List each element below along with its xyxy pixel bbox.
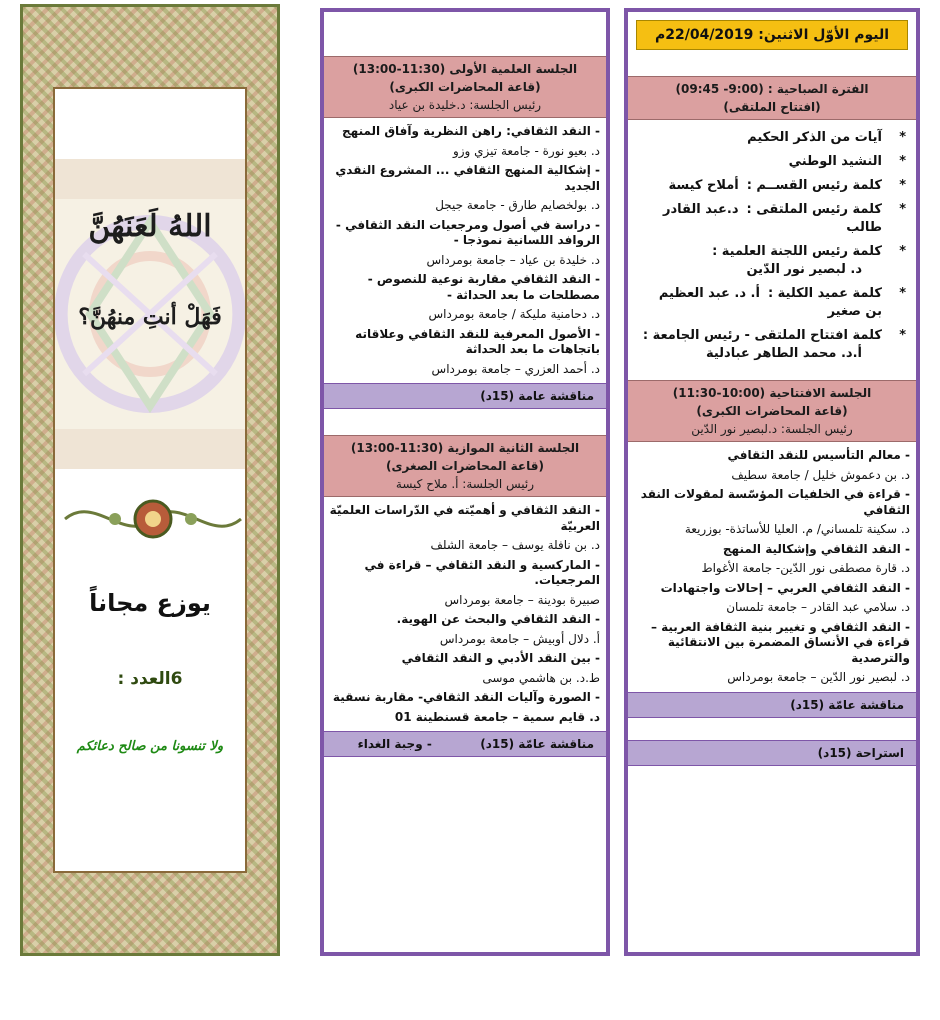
free-distribution: يوزع مجاناً <box>89 589 211 617</box>
ceremony-item <box>638 198 906 240</box>
ceremony-item <box>638 324 906 366</box>
session2-chair: رئيس الجلسة: أ. ملاح كيسة <box>395 477 535 491</box>
ceremony-label: كلمة رئيس الملتقى : <box>746 202 882 217</box>
session2-discussion-row <box>324 731 606 757</box>
talk-title: - إشكالية المنهج الثقافي ... المشروع النقدي الجديد <box>335 163 600 193</box>
talk-title: - النقد الثقافي وإشكالية المنهج <box>722 541 910 556</box>
star-bullet-icon: * <box>899 244 906 259</box>
ceremony-item <box>638 174 906 198</box>
session1-talks <box>324 118 606 379</box>
lunch: - وجبة الغداء <box>357 737 432 751</box>
star-bullet-icon: * <box>899 202 906 217</box>
opening-discussion: مناقشة عامّة (15د) <box>628 692 916 718</box>
morning-session-header <box>628 76 916 120</box>
talk-title: - النقد الثقافي و أهميّته في الدّراسات العلميّة العربيّة <box>329 503 600 533</box>
morning-subtitle: (افتتاح الملتقى) <box>723 100 821 114</box>
talk-author: د. لبصير نور الدّين – جامعة بومرداس <box>727 670 910 684</box>
talk-title: - بين النقد الأدبي و النقد الثقافي <box>401 651 600 665</box>
session1-hall: (قاعة المحاضرات الكبرى) <box>389 80 541 94</box>
talk-author: د. سلامي عبد القادر – جامعة تلمسان <box>726 600 910 614</box>
day-title: اليوم الأوّل الاثنين: 22/04/2019م <box>636 20 908 50</box>
ceremony-item <box>638 126 906 150</box>
program-column-right <box>624 8 920 956</box>
talk-title: - النقد الثقافي و تغيير بنية الثقافة العربية – قراءة في الأنساق المضمرة بين الانتقائية والترصدية <box>650 619 910 665</box>
session1-header <box>324 56 606 118</box>
ceremony-speaker: د. لبصير نور الدّين <box>746 262 862 277</box>
program-column-middle <box>320 8 610 956</box>
session2-hall: (قاعة المحاضرات الصغرى) <box>386 459 544 473</box>
talk-author: ط.د. بن هاشمي موسى <box>482 670 600 685</box>
talk-author: د. بن دعموش خليل / جامعة سطيف <box>731 467 910 482</box>
session2-title: الجلسة الثانية الموازية (11:30-13:00) <box>350 441 580 455</box>
ceremony-label: كلمة عميد الكلية : <box>767 286 882 301</box>
talk-title: - النقد الثقافي: راهن النظرية وآفاق المنهج <box>342 124 600 138</box>
talk-author: د. بولخصايم طارق - جامعة جيجل <box>435 198 600 212</box>
talk-title: - قراءة في الخلفيات المؤسّسة لمقولات النقد الثقافي <box>640 487 910 517</box>
issue-label: العدد : <box>117 669 171 689</box>
talk-author: د. سكينة تلمساني/ م. العليا للأساتذة- بوزريعة <box>684 522 910 536</box>
opening-session-talks <box>628 442 916 688</box>
ceremony-item <box>638 282 906 324</box>
issue-number: 6 <box>170 669 183 689</box>
talk-title: د. قايم سمية – جامعة قسنطينة 01 <box>394 709 600 724</box>
opening-session-header <box>628 380 916 442</box>
session1-discussion: مناقشة عامة (15د) <box>324 383 606 409</box>
star-bullet-icon: * <box>899 286 906 301</box>
talk-author: د. قارة مصطفى نور الدّين- جامعة الأغواط <box>701 561 910 575</box>
cover-title: اللهُ لَعَنَهُنَّ <box>88 209 212 244</box>
opening-session-hall: (قاعة المحاضرات الكبرى) <box>696 404 848 418</box>
session2-header <box>324 435 606 497</box>
ceremony-speaker: أ.د. محمد الطاهر عبادلية <box>705 346 862 361</box>
coffee-break: استراحة (15د) <box>628 740 916 766</box>
morning-title: الفترة الصباحية : (9:00- 09:45) <box>675 82 869 96</box>
talk-author: د. بعيو نورة - جامعة تيزي وزو <box>452 143 600 158</box>
talk-title: - الصورة وآليات النقد الثقافي- مقاربة نسقية <box>332 690 600 704</box>
cover-question: فَهَلْ أنتِ منهُنَّ؟ <box>78 304 222 330</box>
opening-ceremony-list <box>628 120 916 366</box>
issue-line <box>55 669 245 689</box>
opening-session-chair: رئيس الجلسة: د.لبصير نور الدّين <box>691 422 853 436</box>
cover-inner <box>53 87 247 873</box>
talk-author: أ. دلال أوبيش – جامعة بومرداس <box>439 631 600 646</box>
ceremony-speaker: د.عبد القادر طالب <box>662 202 882 235</box>
talk-author: د. خليدة بن عياد – جامعة بومرداس <box>426 252 600 267</box>
ceremony-item <box>638 150 906 174</box>
star-bullet-icon: * <box>899 178 906 193</box>
talk-title: - دراسة في أصول ومرجعيات النقد الثقافي - الروافد اللسانية نموذجا - <box>335 217 600 247</box>
talk-author: د. أحمد العزري – جامعة بومرداس <box>431 361 600 376</box>
session1-chair: رئيس الجلسة: د.خليدة بن عياد <box>388 98 542 112</box>
ceremony-label: كلمة افتتاح الملتقى - رئيس الجامعة : <box>642 328 882 343</box>
talk-title: - النقد الثقافي العربي – إحالات واجتهادات <box>660 580 910 595</box>
session2-discussion: مناقشة عامّة (15د) <box>480 737 594 751</box>
prayer-text: ولا تنسونا من صالح دعائكم <box>76 739 224 754</box>
opening-session-title: الجلسة الافتتاحية (10:00-11:30) <box>672 386 872 400</box>
talk-author: صبيرة بودينة – جامعة بومرداس <box>444 592 600 607</box>
talk-title: - الأصول المعرفية للنقد الثقافي وعلاقاته باتجاهات ما بعد الحداثة <box>355 326 600 356</box>
ceremony-speaker: أ. د. عبد العظيم بن صغير <box>658 286 882 319</box>
ceremony-label: النشيد الوطني <box>788 154 882 169</box>
talk-title: - النقد الثقافي مقاربة نوعية للنصوص - مصطلحات ما بعد الحداثة - <box>367 272 600 302</box>
star-bullet-icon: * <box>899 130 906 145</box>
star-bullet-icon: * <box>899 154 906 169</box>
star-bullet-icon: * <box>899 328 906 343</box>
talk-title: - الماركسية و النقد الثقافي – قراءة في المرجعيات. <box>364 557 600 587</box>
talk-author: د. دحامنية مليكة / جامعة بومرداس <box>428 307 600 321</box>
talk-author: د. بن نافلة يوسف – جامعة الشلف <box>430 538 600 552</box>
floral-motif-icon <box>55 489 245 549</box>
ceremony-label: كلمة رئيس اللجنة العلمية : <box>712 244 882 259</box>
session2-talks <box>324 497 606 727</box>
talk-title: - معالم التأسيس للنقد الثقافي <box>727 448 910 462</box>
cover-panel <box>20 4 280 956</box>
ceremony-label: آيات من الذكر الحكيم <box>747 130 882 145</box>
ceremony-speaker: أملاح كيسة <box>668 178 739 193</box>
ceremony-label: كلمة رئيس القســم : <box>746 178 882 193</box>
ceremony-item <box>638 240 906 282</box>
talk-title: - النقد الثقافي والبحث عن الهوية. <box>396 612 600 626</box>
session1-title: الجلسة العلمية الأولى (11:30-13:00) <box>352 62 578 76</box>
